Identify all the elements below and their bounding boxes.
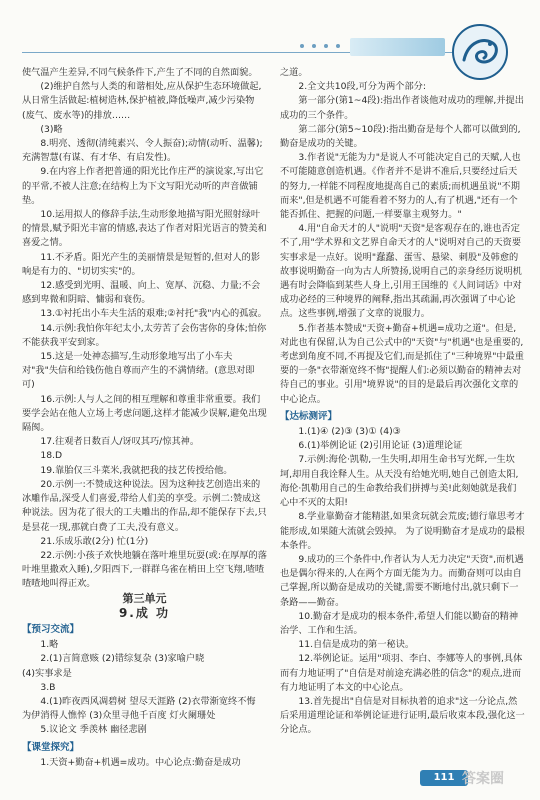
answer-line: 19.靠胎仅三斗菜米,我就把我的技艺传授给他。 bbox=[40, 464, 233, 476]
answer-line: 18.D bbox=[40, 450, 63, 462]
answer-line: 16.示例:人与人之间的相互理解和尊重非常重要。我们要学会站在他人立场上考虑问题,这样才能减少误解,避免出现隔阂。 bbox=[22, 393, 267, 434]
answer-line: 11.不矛盾。阳光产生的美丽情景是短暂的,但对人的影响是有力的、"切切实实"的。 bbox=[22, 251, 261, 277]
answer-line: 13.①衬托出小车夫生活的艰难;②衬托"我"内心的孤寂。 bbox=[40, 308, 267, 320]
answer-line: 22.示例:小孩子欢快地躺在落叶堆里玩耍(或:在厚厚的落叶堆里撒欢入睡),夕阳西下,一群群乌雀在梢田上空飞翔,喳喳喳喳地叫得正欢。 bbox=[22, 549, 267, 590]
answer-line: 4.(1)昨夜西风凋碧树 望尽天涯路 (2)衣带渐宽终不悔 为伊消得人憔悴 (3)众里寻他千百度 灯火阑珊处 bbox=[22, 695, 256, 722]
answer-line: 9.成功的三个条件中,作者认为人无力决定"天资",而机遇也是偶尔得来的,人在两个方面无能为力。而勤奋则可以由自己掌握,所以勤奋是成功的关键,需要不断地付出,就只剩下一条路——勤奋。 bbox=[280, 553, 524, 608]
answer-line: 20.示例一:不赞成这种说法。因为这种技艺创造出来的冰雕作品,深受人们喜爱,带给人们美的享受。示例二:赞成这种说法。因为花了很大的工夫雕出的作品,却不能保存下去,只是昙花一现,那就白费了工夫,没有意义。 bbox=[22, 478, 267, 533]
explore-tag: 【课堂探究】 bbox=[22, 741, 80, 753]
lesson-title: 9.成 功 bbox=[118, 605, 171, 620]
page-number: 111 bbox=[420, 770, 468, 786]
answer-line: 之道。 bbox=[280, 67, 308, 78]
answer-line: 7.示例:海伦·凯勒,一生失明,却用生命书写光辉,一生坎坷,却用自我诠释人生。从天没有给她光明,她自己创造太阳,海伦·凯勒用自己的生命教给我们拼搏与美!此刻她就是我们心中不灭的太阳! bbox=[280, 454, 519, 509]
unit-title: 第三单元 bbox=[122, 591, 167, 605]
answer-line: 17.往观者日数百人/讶叹其巧/惊其神。 bbox=[40, 436, 200, 448]
answer-line: 4.用"自命天才的人"说明"天资"是客观存在的,谁也否定不了,用"学术界和文艺界自命天才的人"说明对自己的天资要实事求是一点好。说明"蠢蠢、蛋雪、悬梁、刺股"及韩愈的故事说明勤奋一向为古人所赞扬,说明自己的亲身经历说明机遇有时会降临到某些人身上,引用王国维的《人间词话》中对成功必经的三种境界的阐释,指出其疏漏,再次强调了中心论点。这些事例,增强了文章的说服力。 bbox=[280, 223, 522, 320]
answer-line: 5.议论文 季羡林 幽径悲剧 bbox=[40, 724, 147, 736]
answer-line: 15.这是一处神态描写,生动形象地写出了小车夫对"我"失信和给钱伤他自尊而产生的不满情绪。(意思对即可) bbox=[22, 351, 255, 391]
answer-line: 10.运用拟人的修辞手法,生动形象地描写阳光照射绿叶的情景,赋予阳光丰富的情感,表达了作者对阳光语言的赞美和喜爱之情。 bbox=[22, 209, 267, 249]
answer-line: 6.(1)举例论证 (2)引用论证 (3)道理论证 bbox=[298, 440, 463, 452]
watermark: 答案圈 bbox=[462, 771, 504, 787]
answer-line: 1.(1)④ (2)③ (3)① (4)③ bbox=[298, 426, 401, 438]
answer-line: 21.乐成乐敢(2分) 忙(1分) bbox=[40, 535, 149, 547]
answer-line: 1.天资+勤奋+机遇=成功。中心论点:勤奋是成功 bbox=[40, 756, 241, 768]
answer-line: 14.示例:我怕你年纪太小,太劳苦了会伤害你的身体;怕你不能获我平安到家。 bbox=[22, 322, 267, 348]
preview-tag: 【预习交流】 bbox=[22, 623, 80, 635]
answer-line: 12.感受到光明、温暖、向上、宽厚、沉稳、力量;不会感到卑微和阴暗、慵弱和衰伤。 bbox=[22, 280, 261, 306]
answer-line: (3)略 bbox=[40, 123, 63, 135]
header-band bbox=[350, 38, 445, 56]
answer-line: 8.学业靠勤奋才能精湛,如果贪玩就会荒废;德行靠思考才能形成,如果随大流就会毁掉。 为了说明勤奋才是成功的最根本条件。 bbox=[280, 511, 525, 551]
answer-line: 12.举例论证。运用"项羽、李白、李娜等人的事例,具体而有力地证明了"自信是对前途充满必胜的信念"的观点,进而有力地证明了本文的中心论点。 bbox=[280, 653, 523, 693]
answer-line: 3.作者说"无能为力"是说人不可能决定自己的天赋,人也不可能随意创造机遇。《作者并不是讲不准后,只要经过后天的努力,一样能不同程度地提高自己的素质;而机遇虽说"不期而来",但是机遇不可能看着不努力的人,有了机遇,"还有一个能否抓住、把握的问题,一样要靠主观努力。" bbox=[280, 152, 521, 221]
answer-line: 2.(1)言简意赅 (2)错综复杂 (3)家喻户晓 bbox=[40, 653, 205, 665]
answer-line: (2)维护自然与人类的和谐相处,应从保护生态环境做起,从日常生活做起:植树造林,保护植被,降低噪声,减少污染物(废气、废水等)的排放…… bbox=[22, 81, 262, 121]
answer-line: 使气温产生差异,不同气候条件下,产生了不同的自然面貌。 bbox=[22, 67, 258, 78]
answer-line: 1.略 bbox=[40, 639, 59, 651]
answer-line: 5.作者基本赞成"天资+勤奋+机遇=成功之道"。但是,对此也有保留,认为自己公式中的"天资"与"机遇"也是重要的,考虑到角度不同,不再提及它们,而是抓住了"三种境界"中最重要的一条"衣带渐宽终不悔"提醒人们:必须以勤奋的精神去对待自己的事业。引用"境界说"的目的是最后再次强化文章的中心论点。 bbox=[280, 322, 524, 405]
answer-line: (4)实事求是 bbox=[22, 667, 72, 679]
answer-line: 第二部分(第5~10段):指出勤奋是每个人都可以做到的,勤奋是成功的关键。 bbox=[280, 123, 521, 150]
right-column bbox=[280, 66, 525, 738]
answer-line: 3.B bbox=[40, 681, 56, 693]
practice-tag: 【达标测评】 bbox=[280, 410, 338, 422]
answer-line: 8.明亮、透彻(清纯素兴、令人振奋);动情(动听、温馨);充满智慧(有谋、有才华、有启发性)。 bbox=[22, 138, 263, 164]
answer-line: 9.在内容上作者把普通的阳光比作庄严的演说家,写出它的平常,不被人注意;在结构上为下文写阳光动听的声音做铺垫。 bbox=[22, 166, 264, 206]
answer-line: 11.自信是成功的第一秘诀。 bbox=[298, 639, 415, 651]
left-column bbox=[22, 66, 267, 770]
answer-line: 13.首先提出"自信是对目标执着的追求"这一分论点,然后采用道理论证和举例论证进行证明,最后收束本段,强化这一分论点。 bbox=[280, 695, 525, 736]
answer-line: 2.全文共10段,可分为两个部分: bbox=[298, 81, 426, 93]
answer-line: 第一部分(第1~4段):指出作者谈他对成功的理解,并提出成功的三个条件。 bbox=[280, 95, 524, 121]
answer-line: 10.勤奋才是成功的根本条件,希望人们能以勤奋的精神治学、工作和生活。 bbox=[280, 610, 519, 636]
